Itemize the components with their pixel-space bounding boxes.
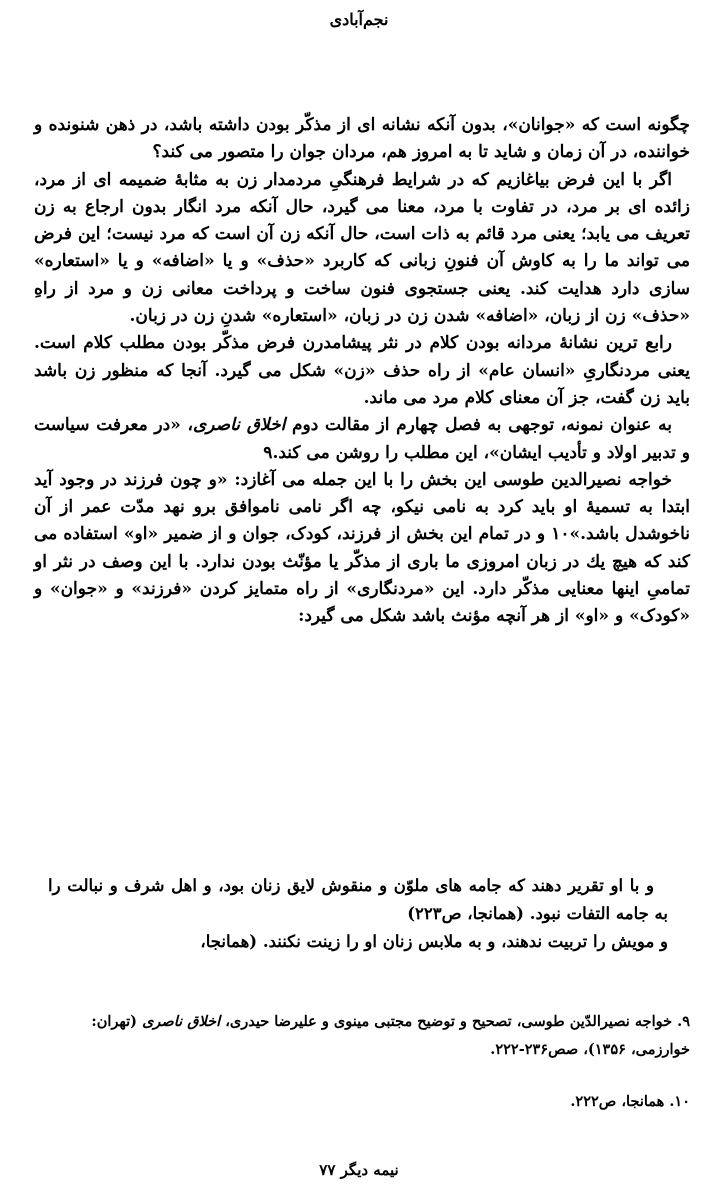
quote-line: و مویش را تربیت ندهند، و به ملابس زنان او را زینت نکنند. (همانجا، <box>200 932 668 951</box>
body-text <box>34 112 690 631</box>
paragraph: رابع ترین نشانهٔ مردانه بودن کلام در نثر پیشامدرن فرض مذکّر بودن مطلب کلام است. یعنی مردنگاریِ «انسان عام» از راه حذف «زن» شکل می گیرد. آنجا که منظور زن باشد باید زن گفت، جز آن معنای کلام مرد می ماند. <box>34 333 690 408</box>
paragraph: چگونه است که «جوانان»، بدون آنکه نشانه ای از مذکّر بودن داشته باشد، در ذهن شنونده و خواننده، در آن زمان و شاید تا به امروز هم، مردان جوان را متصور می کند؟ <box>34 115 690 163</box>
paragraph: خواجه نصیرالدین طوسی این بخش را با این جمله می آغازد: «و چون فرزند در وجود آید ابتدا به تسمیهٔ او باید کرد به نامی نیکو، چه اگر نامی ناموافق برو نهد مدّت عمر از آن ناخوشدل باشد.»۱۰ و در تمام این بخش از فرزند، کودک، جوان و از ضمیر «او» استفاده می کند که هیچ یك در زبان امروزی ما باری از مذکّر یا مؤنّث بودن ندارد. با این وصف در نثر او تمامیِ اینها معنایی مذکّر دارد. این «مردنگاری» از راه متمایز کردن «فرزند» و «جوان» و «کودک» و «او» از هر آنچه مؤنث باشد شکل می گیرد: <box>34 469 690 627</box>
footnotes <box>30 1008 690 1116</box>
paragraph-text: ، «در معرفت سیاست و تدبیر اولاد و تأدیب ایشان»، این مطلب را روشن می کند.۹ <box>34 415 690 463</box>
running-header: نجم‌آبادی <box>329 10 389 29</box>
footnote-book-title: اخلاق ناصری <box>142 1013 221 1030</box>
footnote-9 <box>30 1008 690 1064</box>
page-footer: نیمه دیگر ۷۷ <box>319 1161 399 1179</box>
block-quote <box>48 872 668 956</box>
quote-line: و با او تقریر دهند که جامه های ملوّن و منقوش لایق زنان بود، و اهل شرف و نبالت را به جامه التفات نبود. (همانجا، ص۲۲۳) <box>48 876 668 923</box>
book-title: اخلاق ناصری <box>193 415 286 436</box>
paragraph: اگر با این فرض بیاغازیم که در شرایط فرهنگیِ مردمدار زن به مثابهٔ ضمیمه ای از مرد، زائده ای بر مرد، در تفاوت با مرد، معنا می گیرد، حال آنکه مرد انگار بدون ارجاع به زن تعریف می یابد؛ یعنی مرد قائم به ذات است، حال آنکه زن آن است که مرد نیست؛ این فرض می تواند ما را به کاوش آن فنونِ زبانی که کاربرد «حذف» و یا «اضافه» و یا «استعاره» سازی دارد هدایت کند. یعنی جستجوی فنون ساخت و پرداخت معانی زن و مرد از راهِ «حذف» زن از زبان، «اضافه» شدن زن در زبان، «استعاره» شدنِ زن در زبان. <box>34 169 690 327</box>
footnote-text: (تهران: خوارزمی، ۱۳۵۶)، صص۲۳۶-۲۲۲. <box>91 1013 690 1058</box>
paragraph-text: به عنوان نمونه، توجهی به فصل چهارم از مقالت دوم <box>285 415 672 436</box>
paragraph <box>34 412 690 467</box>
footnote-text: ۹. خواجه نصیرالدّین طوسی، تصحیح و توضیح مجتبی مینوی و علیرضا حیدری، <box>220 1013 690 1030</box>
footnote-10: ۱۰. همانجا، ص۲۲۲. <box>570 1093 690 1110</box>
